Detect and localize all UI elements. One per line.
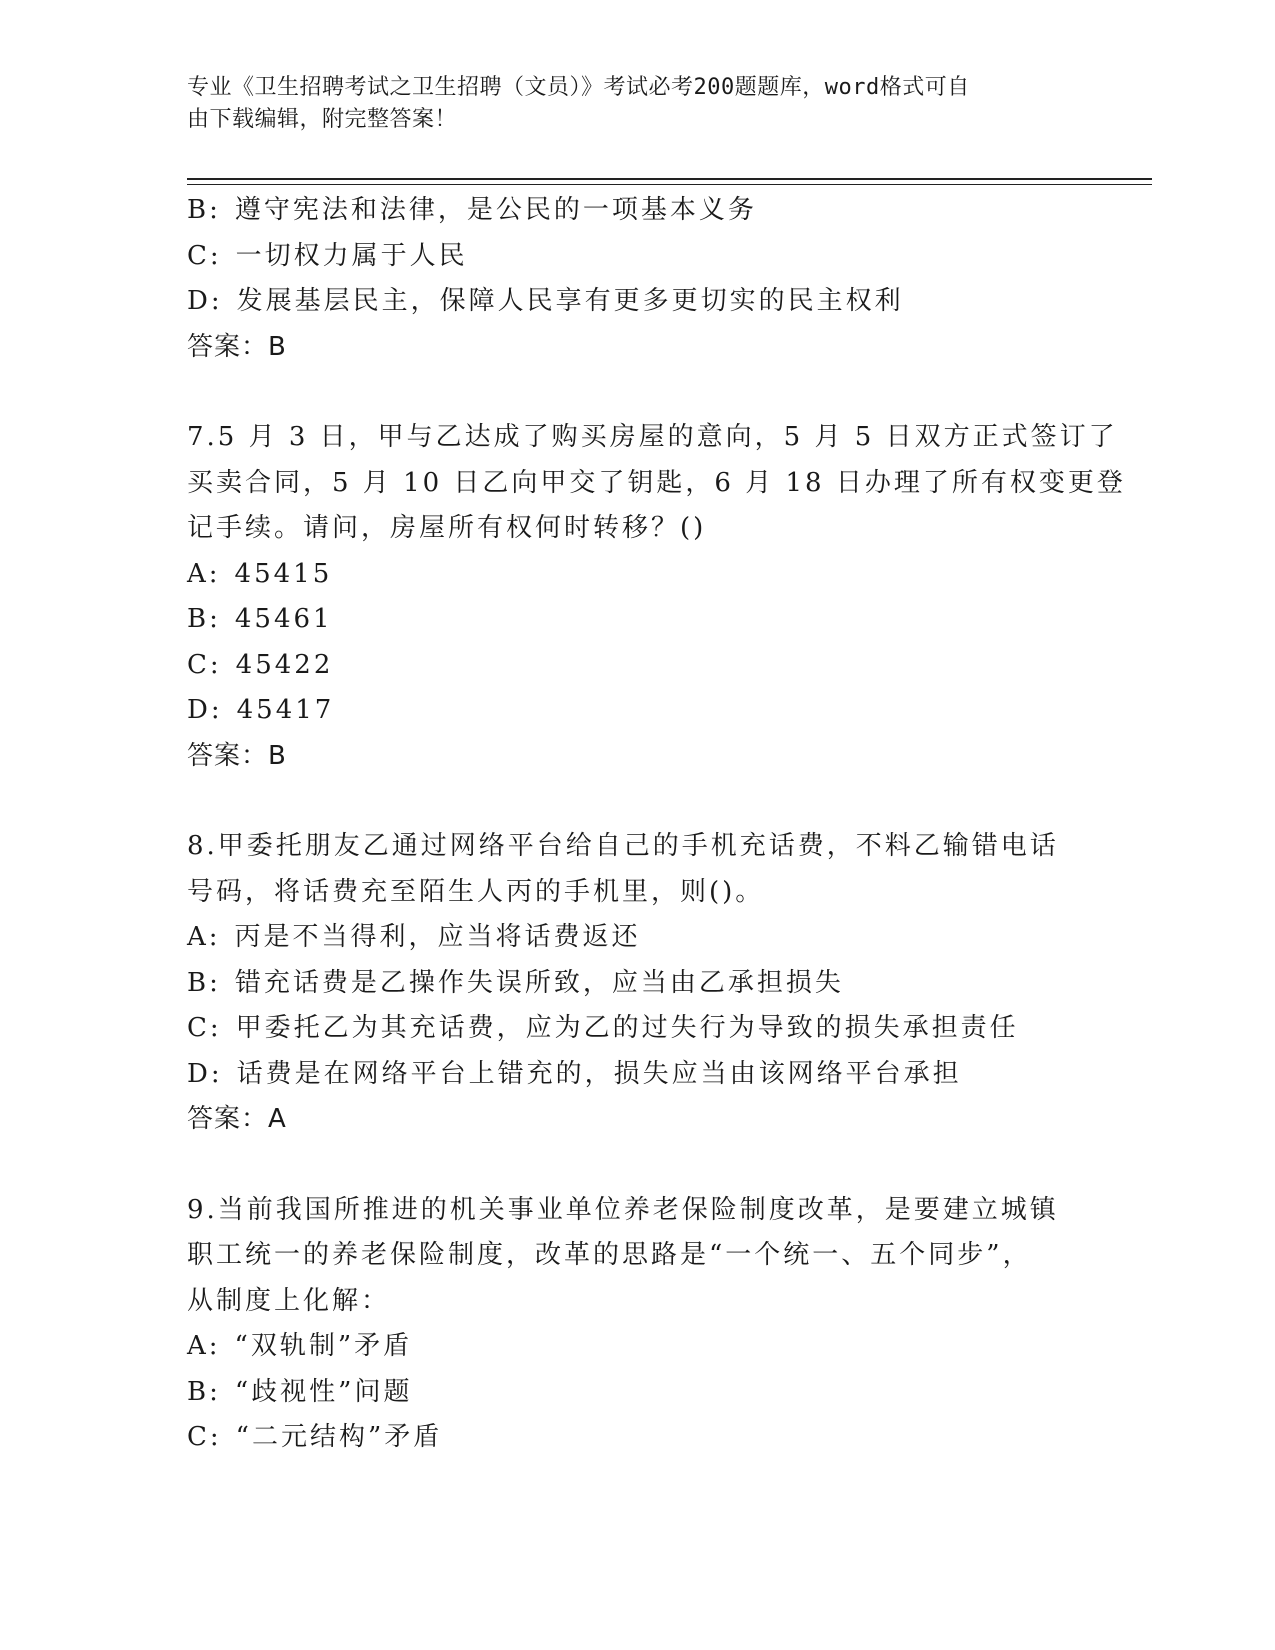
option-text: 45461	[234, 604, 333, 634]
spacer	[187, 779, 1087, 824]
option-label: D:	[187, 286, 223, 316]
question-block-8	[187, 824, 1087, 1143]
option-line	[187, 552, 1087, 598]
option-text: 45415	[234, 558, 333, 589]
question-text-line: 买卖合同，5 月 10 日乙向甲交了钥匙，6 月 18 日办理了所有权变更登	[187, 467, 1126, 498]
option-text: “二元结构”矛盾	[235, 1422, 443, 1452]
option-label: A:	[187, 922, 221, 952]
option-text: 遵守宪法和法律，是公民的一项基本义务	[234, 195, 757, 225]
option-label: A:	[187, 558, 221, 589]
option-line	[187, 597, 1087, 643]
option-label: B:	[187, 604, 221, 634]
option-line	[187, 1324, 1087, 1370]
answer-line: 答案：A	[187, 1104, 287, 1134]
question-text-line: 记手续。请问，房屋所有权何时转移？()	[187, 513, 707, 543]
option-text: 发展基层民主，保障人民享有更多更切实的民主权利	[236, 286, 904, 316]
option-text: 45417	[236, 695, 335, 725]
question-text-line: 从制度上化解：	[187, 1285, 391, 1316]
question-block-prev	[187, 188, 1087, 370]
option-text: 话费是在网络平台上错充的，损失应当由该网络平台承担	[236, 1058, 962, 1089]
option-line	[187, 961, 1087, 1007]
question-list	[187, 188, 1126, 1461]
option-line	[187, 1052, 1087, 1098]
option-label: B:	[187, 967, 221, 998]
option-label: B:	[187, 195, 221, 225]
option-label: D:	[187, 695, 223, 725]
option-text: 丙是不当得利，应当将话费返还	[234, 922, 641, 952]
spacer	[187, 370, 1087, 415]
question-block-9	[187, 1188, 1087, 1461]
option-text: 甲委托乙为其充话费，应为乙的过失行为导致的损失承担责任	[235, 1013, 1019, 1043]
option-text: 一切权力属于人民	[235, 240, 468, 271]
option-label: C:	[187, 1013, 222, 1043]
option-label: D:	[187, 1058, 223, 1089]
option-text: “双轨制”矛盾	[234, 1331, 413, 1361]
option-label: C:	[187, 240, 222, 271]
option-text: 错充话费是乙操作失误所致，应当由乙承担损失	[234, 967, 844, 998]
header-rule-thin	[187, 184, 1152, 185]
option-text: “歧视性”问题	[234, 1376, 413, 1407]
document-header	[187, 72, 1067, 136]
option-label: A:	[187, 1331, 221, 1361]
spacer	[187, 1143, 1087, 1188]
question-text-line: 职工统一的养老保险制度，改革的思路是“一个统一、五个同步”，	[187, 1240, 1032, 1270]
option-label: B:	[187, 1376, 221, 1407]
option-label: C:	[187, 649, 222, 680]
question-text-line: 号码，将话费充至陌生人丙的手机里，则()。	[187, 876, 765, 907]
question-text-line: 7.5 月 3 日，甲与乙达成了购买房屋的意向，5 月 5 日双方正式签订了	[187, 422, 1118, 452]
answer-line: 答案：B	[187, 331, 287, 362]
answer-line: 答案：B	[187, 740, 287, 771]
header-line-2: 由下载编辑，附完整答案！	[187, 107, 458, 132]
question-text-line: 9.当前我国所推进的机关事业单位养老保险制度改革，是要建立城镇	[187, 1194, 1059, 1225]
option-line	[187, 643, 1087, 689]
option-line	[187, 1415, 1087, 1461]
option-line	[187, 279, 1087, 325]
option-line	[187, 1006, 1087, 1052]
option-line	[187, 915, 1087, 961]
header-line-1: 专业《卫生招聘考试之卫生招聘（文员）》考试必考200题题库，word格式可自	[187, 75, 970, 100]
option-text: 45422	[235, 649, 334, 680]
option-line	[187, 188, 1087, 234]
header-rule-thick	[187, 178, 1152, 180]
question-text-line: 8.甲委托朋友乙通过网络平台给自己的手机充话费，不料乙输错电话	[187, 831, 1059, 861]
option-line	[187, 234, 1087, 280]
option-line	[187, 688, 1087, 734]
option-label: C:	[187, 1422, 222, 1452]
question-block-7	[187, 415, 1126, 779]
option-line	[187, 1370, 1087, 1416]
